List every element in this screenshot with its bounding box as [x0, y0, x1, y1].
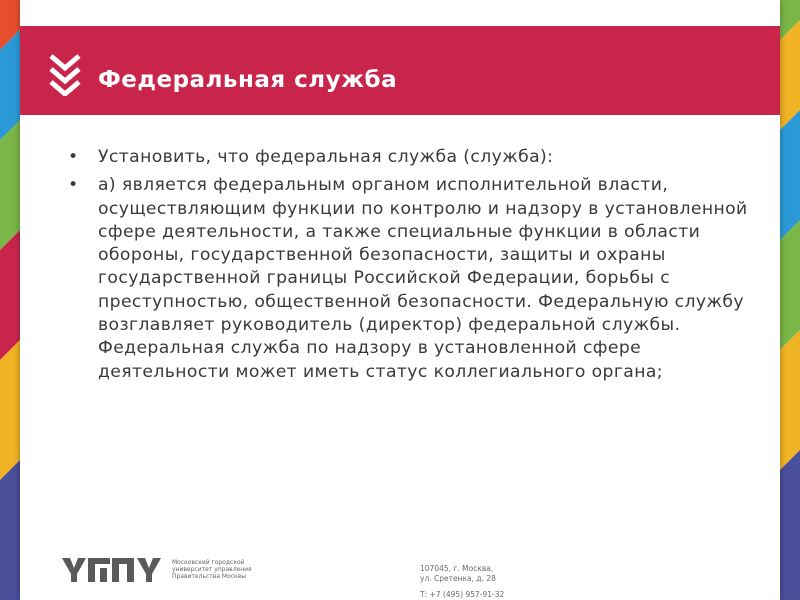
slide	[20, 0, 780, 600]
bullet-text: а) является федеральным органом исполнительной власти, осуществляющим функции по контролю и надзору в установленной сфере деятельности, а также специальные функции в области обороны, государственной безопасности, защиты и охраны государственной границы Российской Федерации, борьбы с преступностью, общественной безопасности. Федеральную службу возглавляет руководитель (директор) федеральной службы. Федеральная служба по надзору в установленной сфере деятельности может иметь статус коллегиального органа;	[98, 175, 748, 382]
bullet-item	[68, 146, 758, 169]
bullet-item	[68, 174, 758, 384]
slide-title: Федеральная служба	[98, 67, 398, 93]
phone-number: Т: +7 (495) 957-91-32	[420, 590, 505, 599]
bullet-list	[68, 146, 758, 389]
title-bar	[20, 26, 780, 115]
footer-address	[420, 564, 570, 600]
left-edge-stripes	[0, 0, 20, 600]
address-line: 107045, г. Москва,	[420, 564, 494, 573]
university-logo-icon	[60, 554, 166, 584]
triple-chevron-down-icon	[48, 48, 82, 96]
bullet-text: Установить, что федеральная служба (служба):	[98, 147, 554, 167]
bullet-dot: •	[68, 147, 79, 167]
address-line: ул. Сретенка, д. 28	[420, 574, 496, 583]
right-edge-stripes	[780, 0, 800, 600]
logo-caption: Московский городской университет управления Правительства Москвы	[172, 559, 252, 580]
bullet-dot: •	[68, 175, 79, 196]
